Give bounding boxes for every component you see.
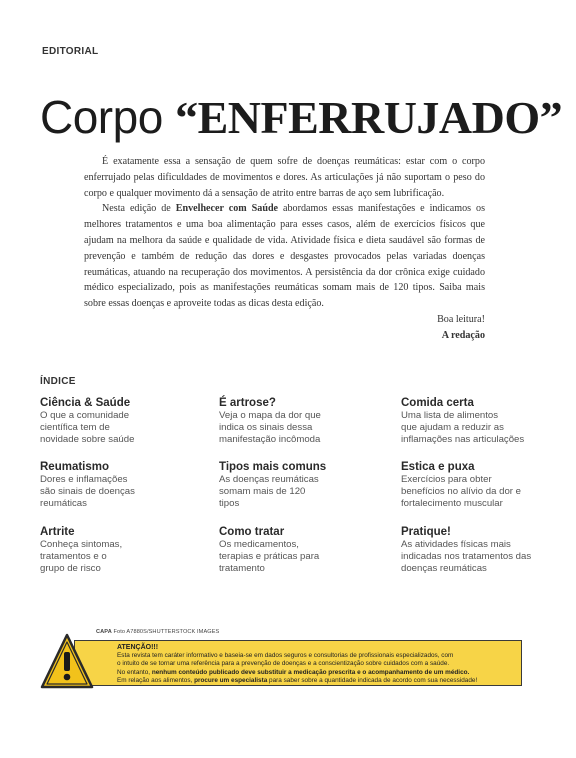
index-item-heading: Como tratar: [219, 526, 285, 538]
warning-title: ATENÇÃO!!!: [117, 644, 159, 651]
p2-rest: abordamos essas manifestações e indicamos os melhores tratamentos e uma boa alimentação para esses casos, além de exercícios físicos que ajudam na melhora da saúde e qualidade de vida. Atividade física e dieta saudável são formas de prevenção e também de redução das dores e desgastes provocados pelas variadas doenças reumáticas, atuando na recuperação dos movimentos. A persistência da dor crônica exige cuidado médico especializado, pois as manifestações reumáticas somam mais de 120 tipos. Saiba mais sobre essas doenças e aproveite todas as dicas desta edição.: [84, 203, 486, 310]
index-item-desc: Uma lista de alimentos que ajudam a reduzir as inflamações nas articulações: [401, 410, 525, 445]
index-item-desc: Os medicamentos, terapias e práticas para tratamento: [219, 539, 320, 574]
warning-line-4-start: Em relação aos alimentos,: [117, 676, 195, 684]
index-item-tratar[interactable]: [219, 525, 379, 574]
index-item-pratique[interactable]: [401, 525, 551, 574]
index-item-heading: Comida certa: [401, 397, 474, 409]
index-item-ciencia[interactable]: [40, 396, 200, 445]
cover-credit: [96, 629, 219, 635]
index-item-heading: Artrite: [40, 526, 75, 538]
index-item-desc: As atividades físicas mais indicadas nos tratamentos das doenças reumáticas: [401, 539, 532, 574]
index-item-artrose[interactable]: [219, 396, 379, 445]
magazine-name: Envelhecer com Saúde: [175, 203, 279, 215]
title-heavy: “ENFERRUJADO”: [175, 92, 563, 143]
warning-line-3-start: No entanto,: [117, 668, 152, 676]
warning-line-4: [117, 677, 517, 685]
byline: A redação: [441, 329, 485, 341]
index-item-desc: Conheça sintomas, tratamentos e o grupo de risco: [40, 539, 123, 574]
title-light: Corpo: [40, 91, 176, 143]
credit-label: CAPA: [96, 629, 112, 635]
index-item-desc: O que a comunidade científica tem de novidade sobre saúde: [40, 410, 135, 445]
index-item-tipos[interactable]: [219, 460, 379, 509]
paragraph-2: [84, 201, 485, 312]
index-item-desc: As doenças reumáticas somam mais de 120 tipos: [219, 474, 319, 509]
index-item-reumatismo[interactable]: [40, 460, 200, 509]
editorial-text: [84, 154, 485, 344]
index-item-estica[interactable]: [401, 460, 551, 509]
credit-text: Foto A7880S/SHUTTERSTOCK IMAGES: [111, 629, 220, 635]
index-item-desc: Dores e inflamações são sinais de doenças reumáticas: [40, 474, 135, 509]
warning-line-4-end: para saber sobre a quantidade indicada de acordo com sua necessidade!: [267, 676, 478, 684]
index-grid: [40, 396, 540, 576]
p2-start: Nesta edição de: [102, 203, 176, 215]
index-item-heading: Reumatismo: [40, 461, 110, 473]
warning-line-2: o intuito de se tornar uma referência para a prevenção de doenças e a conscientização sobre cuidados com a saúde.: [117, 660, 450, 668]
page-title: [40, 90, 562, 144]
index-item-heading: Pratique!: [401, 526, 451, 538]
index-item-heading: Estica e puxa: [401, 461, 475, 473]
index-item-heading: É artrose?: [219, 397, 276, 409]
warning-line-3-bold: nenhum conteúdo publicado deve substituir a medicação prescrita e o acompanhamento de um médico.: [151, 668, 470, 676]
index-item-desc: Veja o mapa da dor que indica os sinais dessa manifestação incômoda: [219, 410, 321, 445]
closing: Boa leitura!: [437, 313, 485, 325]
index-item-desc: Exercícios para obter benefícios no alívio da dor e fortalecimento muscular: [401, 474, 522, 509]
paragraph-1: É exatamente essa a sensação de quem sofre de doenças reumáticas: estar com o corpo enferrujado pelas dificuldades de movimentos e dores. As articulações já não suportam o peso do corpo e qualquer movimento dá a sensação de atrito entre barras de aço sem lubrificação.: [84, 156, 485, 199]
warning-line-4-bold: procure um especialista: [194, 676, 268, 684]
index-title: ÍNDICE: [40, 376, 76, 387]
warning-line-3: [117, 669, 517, 677]
warning-triangle-icon: [40, 632, 94, 692]
signature: [84, 312, 485, 344]
index-item-heading: Ciência & Saúde: [40, 397, 131, 409]
warning-line-1: Esta revista tem caráter informativo e baseia-se em dados seguros e consultorias de profissionais especializados, com: [117, 652, 454, 660]
section-label: EDITORIAL: [42, 46, 99, 57]
index-item-heading: Tipos mais comuns: [219, 461, 327, 473]
warning-box: [74, 640, 522, 686]
index-item-comida[interactable]: [401, 396, 551, 445]
index-item-artrite[interactable]: [40, 525, 200, 574]
